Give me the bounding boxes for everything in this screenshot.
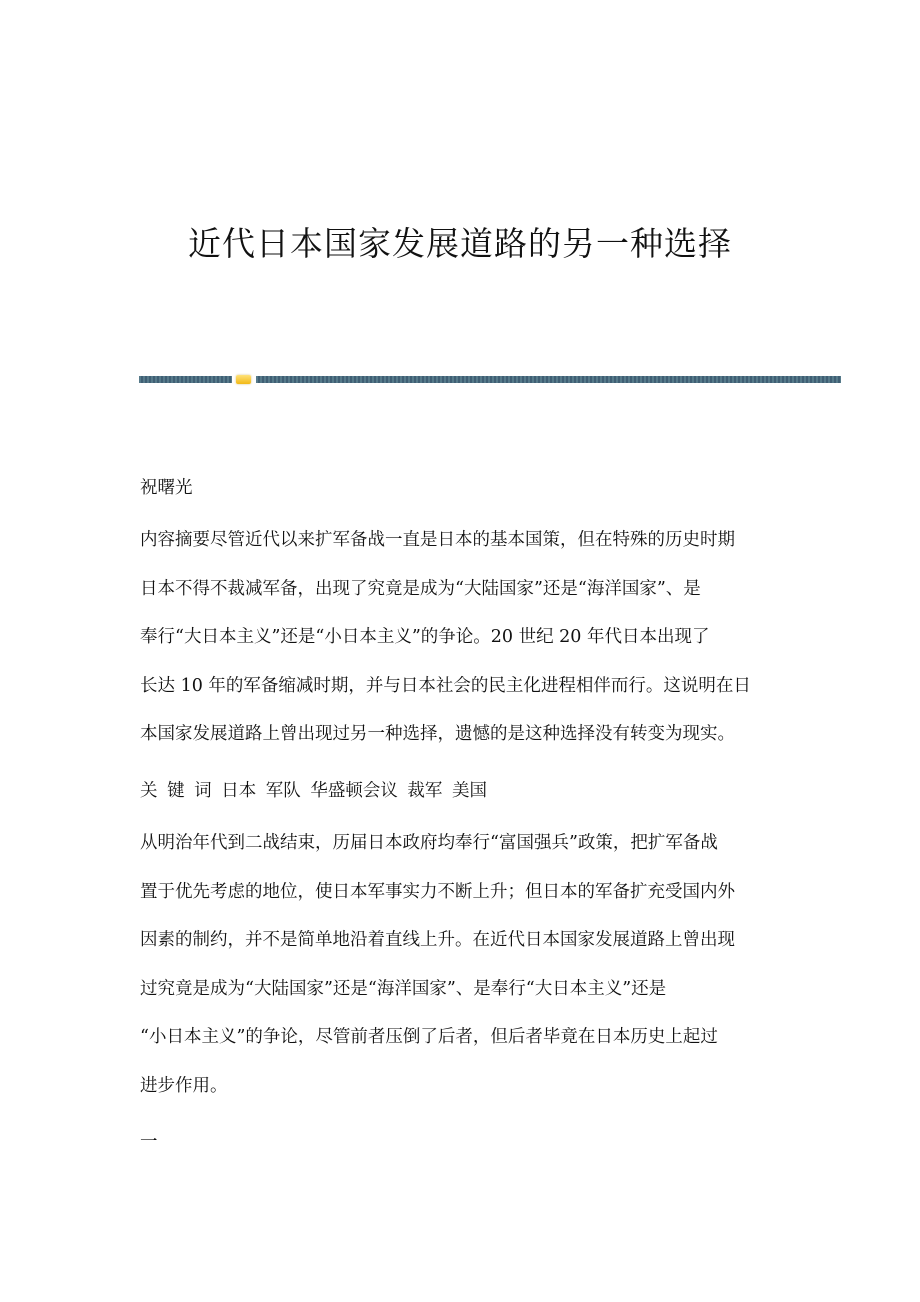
keywords: 关 键 词 日本 军队 华盛顿会议 裁军 美国 (140, 781, 487, 801)
section-heading: 一 (140, 1132, 158, 1152)
divider-ornament-icon (236, 375, 251, 384)
body-line: 置于优先考虑的地位，使日本军事实力不断上升；但日本的军备扩充受国内外 (140, 881, 735, 902)
abstract-line: 奉行“大日本主义”还是“小日本主义”的争论。20 世纪 20 年代日本出现了 (140, 627, 710, 647)
body-line: 从明治年代到二战结束，历届日本政府均奉行“富国强兵”政策，把扩军备战 (140, 833, 718, 853)
abstract (140, 529, 751, 772)
body-line: “小日本主义”的争论，尽管前者压倒了后者，但后者毕竟在日本历史上起过 (140, 1027, 718, 1047)
divider-bar-left (139, 376, 232, 383)
body-line: 因素的制约，并不是简单地沿着直线上升。在近代日本国家发展道路上曾出现 (140, 930, 735, 950)
body-line: 过究竟是成为“大陆国家”还是“海洋国家”、是奉行“大日本主义”还是 (140, 978, 667, 999)
title-divider (139, 375, 841, 384)
body-line: 进步作用。 (140, 1075, 228, 1096)
divider-bar-right (256, 376, 841, 383)
author: 祝曙光 (140, 478, 193, 498)
document-title: 近代日本国家发展道路的另一种选择 (188, 224, 732, 263)
body-paragraph (140, 832, 735, 1123)
abstract-line: 内容摘要尽管近代以来扩军备战一直是日本的基本国策，但在特殊的历史时期 (140, 530, 735, 550)
abstract-line: 日本不得不裁减军备，出现了究竟是成为“大陆国家”还是“海洋国家”、是 (140, 578, 701, 599)
abstract-line: 长达 10 年的军备缩减时期，并与日本社会的民主化进程相伴而行。这说明在日 (140, 675, 751, 696)
abstract-line: 本国家发展道路上曾出现过另一种选择，遗憾的是这种选择没有转变为现实。 (140, 724, 735, 744)
